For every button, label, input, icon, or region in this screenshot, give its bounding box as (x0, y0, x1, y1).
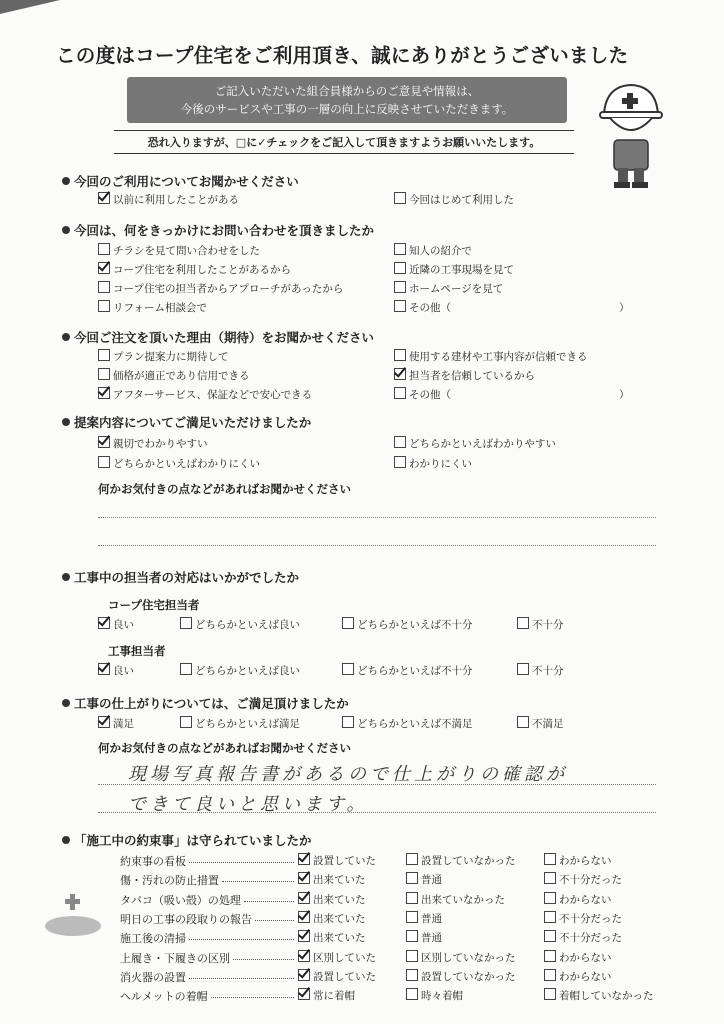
bullet-icon (62, 699, 70, 707)
promise-option[interactable] (298, 950, 376, 965)
promise-option[interactable] (298, 988, 355, 1003)
bullet-icon (62, 177, 70, 185)
instruction-text: 恐れ入りますが、□に✓チェックをご記入して頂きますようお願いいたします。 (114, 130, 574, 154)
leader-dots (189, 939, 294, 940)
promise-option[interactable] (544, 988, 654, 1003)
promise-item-label: 消火器の設置 (120, 971, 186, 984)
promise-option-label: 出来ていた (313, 913, 366, 925)
q3-option[interactable]: 担当者を信頼しているから (394, 368, 535, 383)
checkbox-checked[interactable] (98, 663, 110, 675)
info-banner (127, 77, 567, 123)
question-4-title: 提案内容についてご満足いただけましたか (62, 413, 311, 431)
checkbox[interactable] (180, 716, 192, 728)
promise-option-label: 普通 (421, 874, 442, 886)
checkbox[interactable] (406, 853, 418, 865)
checkbox[interactable] (544, 969, 556, 981)
question-2-title: 今回は、何をきっかけにお問い合わせを頂きましたか (62, 221, 374, 239)
promise-option[interactable] (298, 930, 366, 945)
checkbox[interactable] (394, 387, 406, 399)
leader-dots (189, 978, 294, 979)
promise-option-label: 設置していなかった (421, 971, 516, 983)
promise-item-label: 上履き・下履きの区別 (120, 952, 230, 965)
question-3-title: 今回ご注文を頂いた理由（期待）をお聞かせください (62, 328, 374, 346)
promise-item-label: ヘルメットの着帽 (120, 990, 208, 1003)
checkbox-checked[interactable] (394, 368, 406, 380)
checkbox[interactable] (406, 872, 418, 884)
q2-option[interactable]: その他（ ） (394, 300, 630, 315)
q5-option[interactable]: 不十分 (517, 663, 564, 678)
question-5-title: 工事中の担当者の対応はいかがでしたか (62, 568, 299, 586)
q6-option[interactable]: どちらかといえば満足 (180, 716, 300, 731)
leader-dots (255, 920, 294, 921)
question-7-title: 「施工中の約束事」は守られていましたか (62, 831, 312, 849)
q5-option[interactable]: どちらかといえば不十分 (342, 663, 473, 678)
promise-option-label: 常に着帽 (313, 990, 355, 1002)
promise-item-label: 約束事の看板 (120, 855, 186, 868)
bullet-icon (62, 836, 70, 844)
promise-option[interactable] (406, 872, 442, 887)
q4-option[interactable]: 親切でわかりやすい (98, 436, 208, 451)
checkbox[interactable] (544, 950, 556, 962)
promise-option-label: 時々着帽 (421, 990, 463, 1002)
checkbox[interactable] (406, 988, 418, 1000)
leader-dots (244, 901, 294, 902)
promise-option[interactable] (298, 892, 366, 907)
checkbox[interactable] (98, 300, 110, 312)
q3-option[interactable]: 使用する建材や工事内容が信頼できる (394, 349, 588, 364)
checkbox[interactable] (98, 368, 110, 380)
q2-option[interactable]: チラシを見て問い合わせをした (98, 243, 260, 258)
q5-option[interactable]: どちらかといえば不十分 (342, 617, 473, 632)
checkbox[interactable] (544, 988, 556, 1000)
checkbox[interactable] (406, 969, 418, 981)
promise-option[interactable] (406, 988, 463, 1003)
bullet-icon (62, 573, 70, 581)
checkbox[interactable] (394, 456, 406, 468)
promise-option-label: 不十分だった (559, 874, 622, 886)
q3-option[interactable]: アフターサービス、保証などで安心できる (98, 387, 312, 402)
promise-option[interactable] (544, 930, 622, 945)
promise-option-label: 設置していた (313, 971, 376, 983)
checkbox[interactable] (342, 663, 354, 675)
q3-option[interactable]: 価格が適正であり信用できる (98, 368, 250, 383)
worker-mascot-icon (596, 80, 666, 190)
q5-option[interactable]: どちらかといえば良い (180, 617, 300, 632)
checkbox[interactable] (180, 663, 192, 675)
promise-option[interactable] (544, 911, 622, 926)
checkbox[interactable] (98, 456, 110, 468)
page-title: この度はコープ住宅をご利用頂き、誠にありがとうございました (56, 44, 629, 67)
q1-option[interactable]: 今回はじめて利用した (394, 192, 514, 207)
checkbox[interactable] (406, 930, 418, 942)
promise-option-label: 出来ていた (313, 874, 366, 886)
promise-option[interactable] (406, 892, 505, 907)
promise-option-label: 普通 (421, 932, 442, 944)
q6-comment-prompt: 何かお気付きの点などがあればお聞かせください (98, 741, 351, 755)
promise-option[interactable] (544, 969, 612, 984)
checkbox[interactable] (394, 349, 406, 361)
helmet-logo-icon (42, 888, 104, 940)
bullet-icon (62, 418, 70, 426)
promise-option-label: 区別していた (313, 952, 376, 964)
checkbox[interactable] (394, 300, 406, 312)
bullet-icon (62, 333, 70, 341)
leader-dots (189, 862, 294, 863)
checkbox-checked[interactable] (298, 872, 310, 884)
promise-option[interactable] (406, 950, 516, 965)
promise-option-label: 不十分だった (559, 913, 622, 925)
promise-option-label: 区別していなかった (421, 952, 516, 964)
handwritten-comment-line-2: できて良いと思います。 (128, 794, 369, 815)
checkbox[interactable] (98, 281, 110, 293)
checkbox[interactable] (394, 281, 406, 293)
promise-option[interactable] (544, 872, 622, 887)
checkbox[interactable] (394, 436, 406, 448)
promise-option-label: 普通 (421, 913, 442, 925)
comment-line[interactable] (98, 517, 656, 518)
q4-option[interactable]: どちらかといえばわかりにくい (98, 456, 260, 471)
q4-comment-prompt: 何かお気付きの点などがあればお聞かせください (98, 482, 351, 496)
checkbox[interactable] (406, 892, 418, 904)
promise-option[interactable] (406, 853, 516, 868)
checkbox-checked[interactable] (298, 892, 310, 904)
promise-item-label: タバコ（吸い殻）の処理 (120, 894, 241, 907)
coop-staff-heading: コープ住宅担当者 (108, 598, 200, 612)
promise-option[interactable] (406, 911, 442, 926)
banner-line-2: 今後のサービスや工事の一層の向上に反映させていただきます。 (180, 102, 514, 116)
q5-option[interactable]: どちらかといえば良い (180, 663, 300, 678)
comment-line[interactable] (98, 812, 656, 813)
checkbox[interactable] (406, 950, 418, 962)
promise-option[interactable] (298, 911, 366, 926)
promise-item-label: 施工後の清掃 (120, 932, 186, 945)
checkbox[interactable] (544, 853, 556, 865)
checkbox[interactable] (394, 192, 406, 204)
question-1-title: 今回のご利用についてお聞かせください (62, 172, 299, 190)
promise-item-label: 傷・汚れの防止措置 (120, 874, 219, 887)
checkbox-checked[interactable] (98, 387, 110, 399)
checkbox[interactable] (394, 262, 406, 274)
promise-option-label: 不十分だった (559, 932, 622, 944)
checkbox[interactable] (98, 349, 110, 361)
promise-option-label: わからない (559, 894, 612, 906)
checkbox[interactable] (406, 911, 418, 923)
q6-option[interactable]: 不満足 (517, 716, 564, 731)
q3-option[interactable]: プラン提案力に期待して (98, 349, 229, 364)
q4-option[interactable]: わかりにくい (394, 456, 472, 471)
q2-option[interactable]: ホームページを見て (394, 281, 503, 296)
construction-staff-heading: 工事担当者 (108, 644, 166, 658)
q2-option[interactable]: 近隣の工事現場を見て (394, 262, 514, 277)
q3-option[interactable]: その他（ ） (394, 387, 630, 402)
q4-option[interactable]: どちらかといえばわかりやすい (394, 436, 556, 451)
promise-option[interactable] (298, 853, 376, 868)
checkbox[interactable] (342, 716, 354, 728)
q5-option[interactable]: 良い (98, 663, 134, 678)
q2-option[interactable]: リフォーム相談会で (98, 300, 207, 315)
checkbox[interactable] (342, 617, 354, 629)
handwritten-comment-line-1: 現場写真報告書があるので仕上がりの確認が (128, 764, 568, 785)
promise-option[interactable] (298, 969, 376, 984)
promise-option[interactable] (298, 872, 366, 887)
promise-option-label: わからない (559, 971, 612, 983)
corner-mark (0, 0, 60, 14)
promise-option-label: 設置していなかった (421, 855, 516, 867)
checkbox[interactable] (544, 872, 556, 884)
q1-option[interactable]: 以前に利用したことがある (98, 192, 239, 207)
checkbox-checked[interactable] (298, 911, 310, 923)
bullet-icon (62, 226, 70, 234)
checkbox[interactable] (180, 617, 192, 629)
promise-option-label: 出来ていなかった (421, 894, 505, 906)
q6-option[interactable]: 満足 (98, 716, 134, 731)
leader-dots (211, 997, 294, 998)
comment-line[interactable] (98, 784, 656, 785)
banner-line-1: ご記入いただいた組合員様からのご意見や情報は、 (214, 84, 480, 98)
checkbox-checked[interactable] (298, 988, 310, 1000)
checkbox[interactable] (544, 930, 556, 942)
promise-option-label: 出来ていた (313, 894, 366, 906)
promise-option-label: 着帽していなかった (559, 990, 654, 1002)
question-6-title: 工事の仕上がりについては、ご満足頂けましたか (62, 694, 349, 712)
checkbox-checked[interactable] (298, 950, 310, 962)
promise-item-label: 明日の工事の段取りの報告 (120, 913, 252, 926)
leader-dots (233, 959, 294, 960)
checkbox[interactable] (98, 243, 110, 255)
checkbox[interactable] (544, 911, 556, 923)
checkbox[interactable] (517, 617, 529, 629)
promise-option[interactable] (544, 892, 612, 907)
checkbox-checked[interactable] (98, 716, 110, 728)
q5-option[interactable]: 不十分 (517, 617, 564, 632)
leader-dots (222, 881, 294, 882)
q6-option[interactable]: どちらかといえば不満足 (342, 716, 473, 731)
checkbox-checked[interactable] (98, 192, 110, 204)
checkbox[interactable] (394, 243, 406, 255)
checkbox-checked[interactable] (98, 617, 110, 629)
q2-option[interactable]: コープ住宅を利用したことがあるから (98, 262, 291, 277)
promise-option-label: 設置していた (313, 855, 376, 867)
promise-option[interactable] (544, 853, 612, 868)
promise-option-label: 出来ていた (313, 932, 366, 944)
promise-option[interactable] (544, 950, 612, 965)
promise-option[interactable] (406, 930, 442, 945)
q5-option[interactable]: 良い (98, 617, 134, 632)
checkbox-checked[interactable] (298, 930, 310, 942)
q2-option[interactable]: コープ住宅の担当者からアプローチがあったから (98, 281, 343, 296)
checkbox-checked[interactable] (298, 853, 310, 865)
promise-option-label: わからない (559, 952, 612, 964)
checkbox-checked[interactable] (98, 262, 110, 274)
checkbox-checked[interactable] (98, 436, 110, 448)
promise-option-label: わからない (559, 855, 612, 867)
checkbox[interactable] (544, 892, 556, 904)
checkbox[interactable] (517, 716, 529, 728)
q2-option[interactable]: 知人の紹介で (394, 243, 472, 258)
promise-option[interactable] (406, 969, 516, 984)
checkbox[interactable] (517, 663, 529, 675)
checkbox-checked[interactable] (298, 969, 310, 981)
comment-line[interactable] (98, 545, 656, 546)
